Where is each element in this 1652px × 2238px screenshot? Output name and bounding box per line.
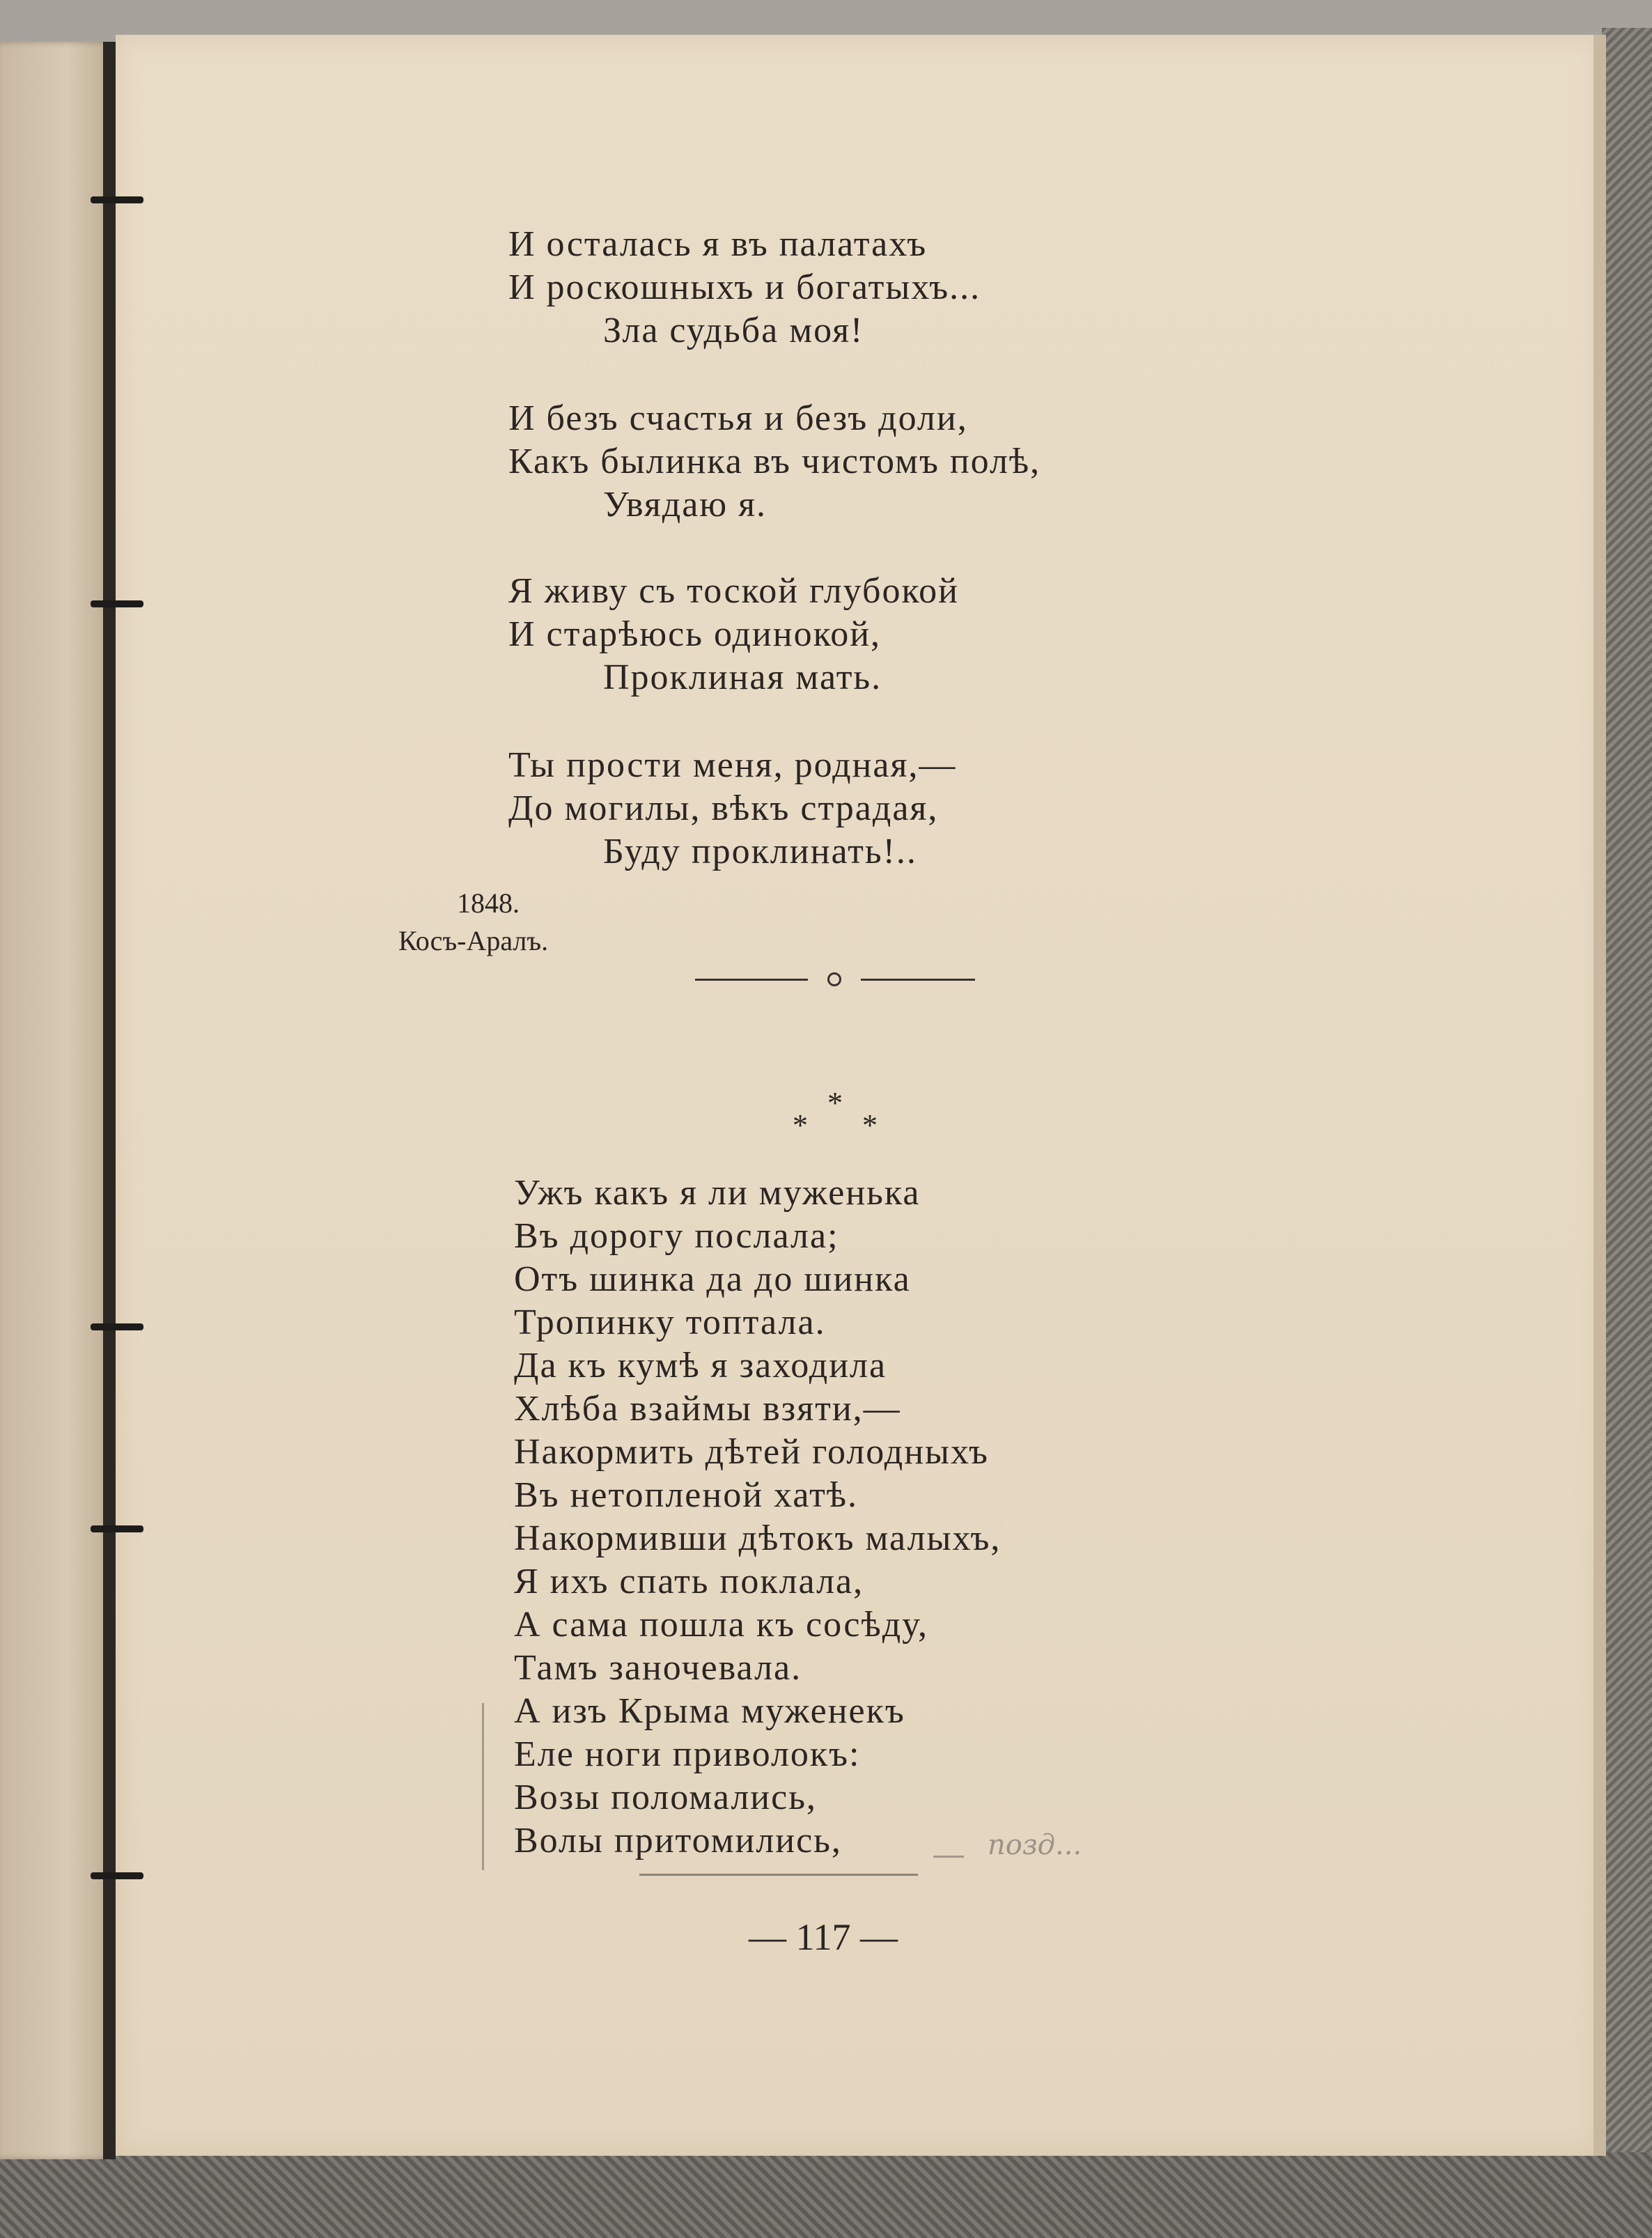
asterism-star: *	[793, 1108, 808, 1142]
verse-line: А изъ Крыма муженекъ	[514, 1691, 905, 1731]
verse-line: И безъ счастья и безъ доли,	[508, 398, 968, 438]
verse-line: Ты прости меня, родная,—	[508, 745, 957, 785]
binding-cloth-bottom	[0, 2152, 1652, 2238]
verse-line: Еле ноги приволокъ:	[514, 1734, 861, 1774]
verse-line: И осталась я въ палатахъ	[508, 224, 928, 264]
left-page-edge	[0, 42, 111, 2159]
separator-rule-left	[695, 979, 808, 981]
verse-line: Накормить дѣтей голодныхъ	[514, 1432, 989, 1472]
verse-line: До могилы, вѣкъ страдая,	[508, 788, 939, 828]
binding-stitch	[91, 600, 143, 607]
binding-stitch	[91, 1525, 143, 1532]
binding-stitch	[91, 1323, 143, 1330]
verse-line: Тамъ заночевала.	[514, 1648, 802, 1688]
book-page	[116, 35, 1602, 2156]
book-spine-binding	[103, 42, 116, 2159]
verse-line: И роскошныхъ и богатыхъ...	[508, 267, 981, 307]
verse-line: Въ нетопленой хатѣ.	[514, 1475, 859, 1515]
verse-line: Какъ былинка въ чистомъ полѣ,	[508, 442, 1041, 481]
verse-line: Я ихъ спать поклала,	[514, 1562, 864, 1601]
handwritten-note: позд...	[988, 1829, 1082, 1861]
verse-line: Ужъ какъ я ли муженька	[514, 1173, 921, 1213]
verse-line: Тропинку топтала.	[514, 1303, 826, 1342]
verse-line: Возы поломались,	[514, 1778, 817, 1817]
poem-date: 1848.	[457, 887, 520, 919]
pencil-underline	[639, 1874, 918, 1876]
page-edge	[1593, 35, 1606, 2156]
verse-line: Зла судьба моя!	[603, 311, 864, 350]
verse-line: А сама пошла къ сосѣду,	[514, 1605, 928, 1645]
verse-line: Въ дорогу послала;	[514, 1216, 839, 1256]
poem-place: Косъ-Аралъ.	[398, 925, 549, 956]
asterism-star: *	[862, 1108, 878, 1142]
verse-line: Буду проклинать!..	[603, 832, 917, 871]
page-number: — 117 —	[749, 1916, 898, 1958]
asterism-star: *	[827, 1086, 843, 1120]
verse-line: Волы притомились,	[514, 1821, 842, 1860]
binding-stitch	[91, 1872, 143, 1879]
binding-stitch	[91, 196, 143, 203]
verse-line: Увядаю я.	[603, 485, 767, 524]
verse-line: Хлѣба взаймы взяти,—	[514, 1389, 901, 1429]
verse-line: Проклиная мать.	[603, 658, 882, 697]
separator-rule-right	[861, 979, 975, 981]
pencil-dash	[933, 1856, 964, 1858]
verse-line: Накормивши дѣтокъ малыхъ,	[514, 1518, 1002, 1558]
separator-circle	[827, 972, 841, 986]
pencil-margin-mark	[482, 1703, 484, 1870]
verse-line: Я живу съ тоской глубокой	[508, 571, 959, 611]
verse-line: Да къ кумѣ я заходила	[514, 1346, 887, 1385]
binding-cloth-right	[1602, 28, 1652, 2187]
verse-line: И старѣюсь одинокой,	[508, 614, 882, 654]
verse-line: Отъ шинка да до шинка	[514, 1259, 911, 1299]
